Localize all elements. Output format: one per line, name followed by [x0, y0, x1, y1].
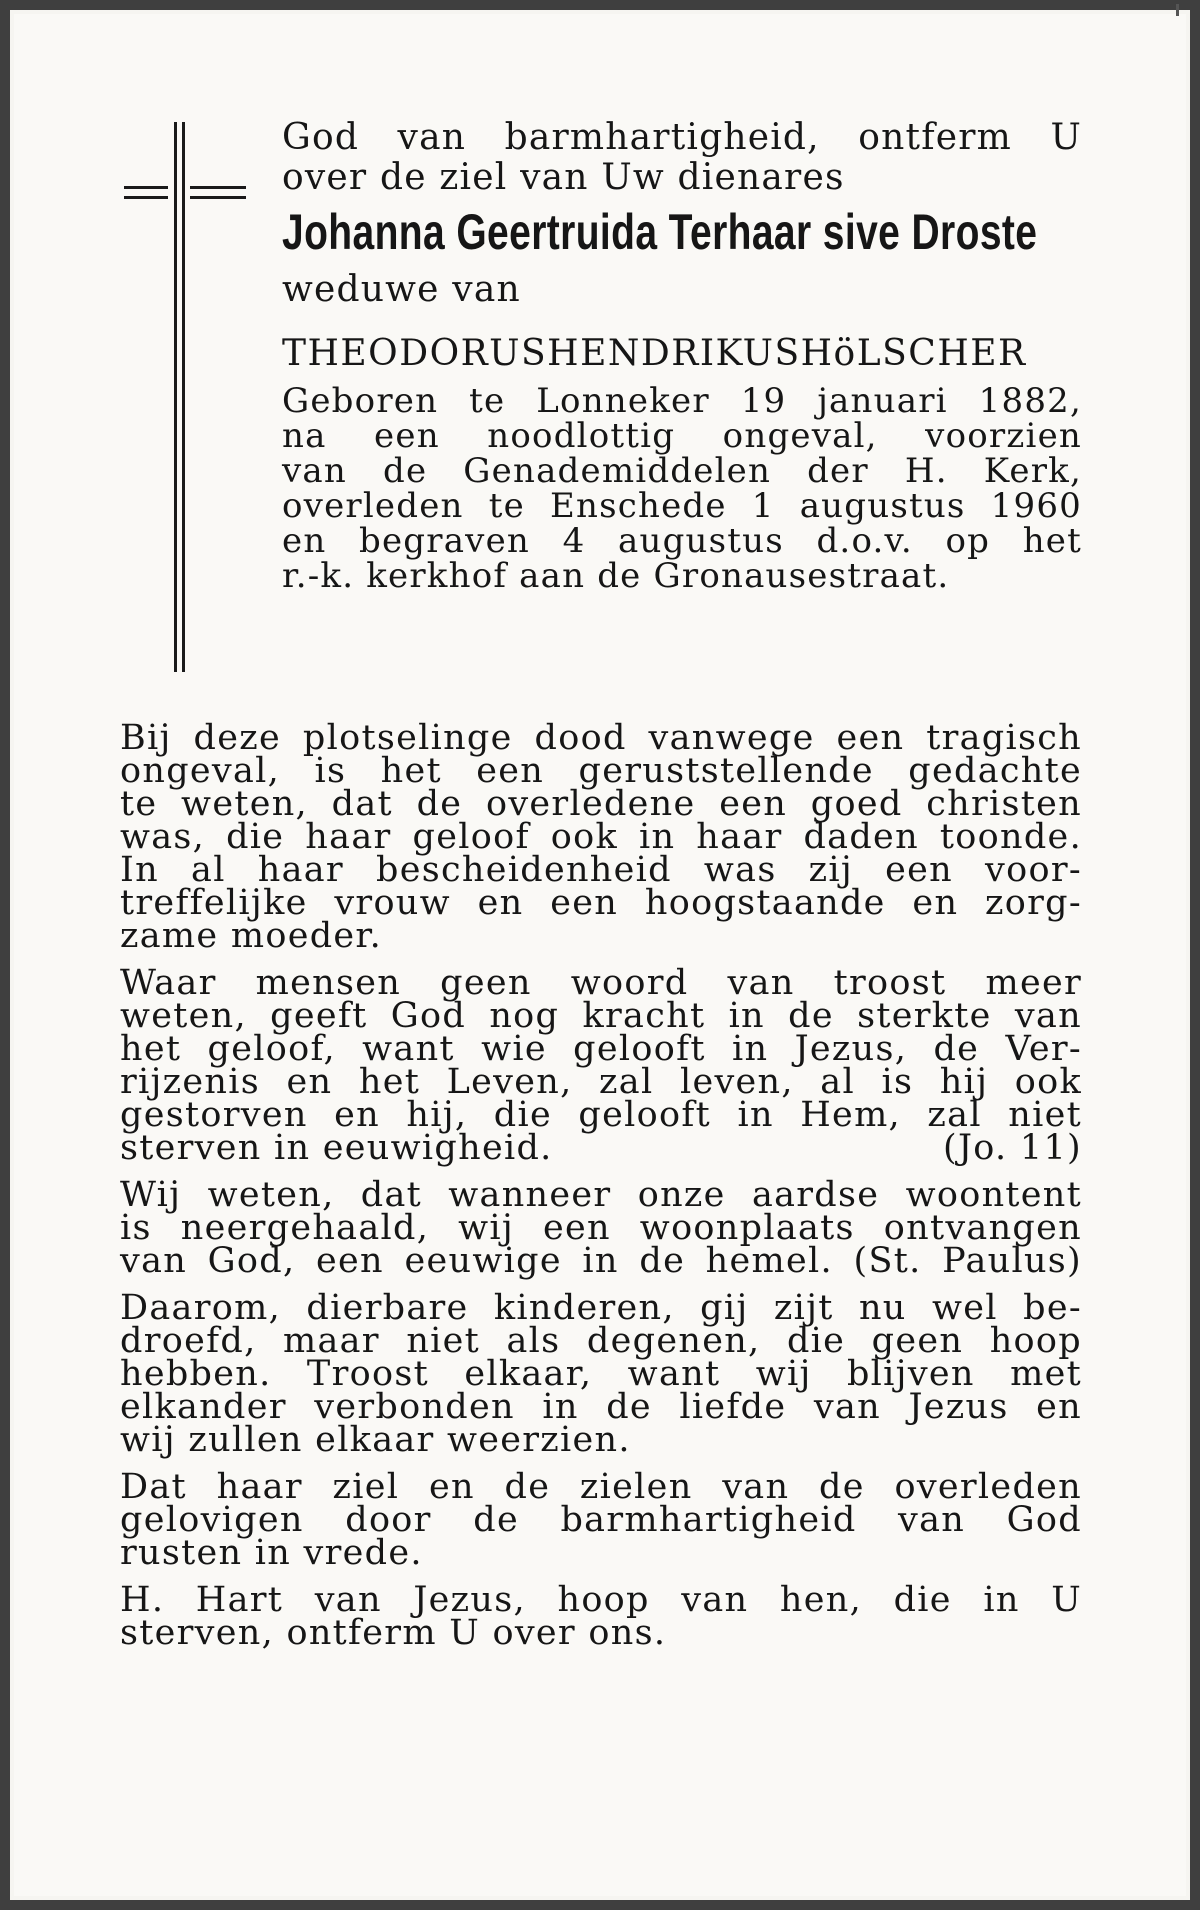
text-line: Waar mensen geen woord van troost meer [120, 963, 1082, 1003]
text-line: van God, een eeuwige in de hemel. (St. Paulus) [120, 1241, 1082, 1281]
text-line: weten, geeft God nog kracht in de sterkte van [120, 996, 1082, 1036]
text-line: Bij deze plotselinge dood vanwege een tragisch [120, 718, 1082, 758]
text-line: sterven, ontferm U over ons. [120, 1613, 667, 1653]
text-line: gestorven en hij, die gelooft in Hem, zal niet [120, 1095, 1082, 1135]
life-detail-line: Geboren te Lonneker 19 januari 1882, [282, 381, 1082, 421]
text-line: was, die haar geloof ook in haar daden toonde. [120, 817, 1082, 857]
deceased-name: Johanna Geertruida Terhaar sive Droste [282, 204, 1038, 260]
text-line: Dat haar ziel en de zielen van de overleden [120, 1467, 1082, 1507]
scripture-reference: (Jo. 11) [943, 1128, 1082, 1168]
text-line: zame moeder. [120, 916, 383, 956]
paragraph-rest [120, 1467, 1082, 1573]
paragraph-tribute [120, 718, 1082, 956]
text-line: het geloof, want wie gelooft in Jezus, de Ver- [120, 1029, 1082, 1069]
text-line: sterven in eeuwigheid. [120, 1128, 553, 1168]
paragraph-john [120, 963, 1082, 1168]
life-detail-line: overleden te Enschede 1 augustus 1960 [282, 486, 1082, 526]
text-line: treffelijke vrouw en een hoogstaande en zorg- [120, 883, 1082, 923]
text-line: rijzenis en het Leven, zal leven, al is hij ook [120, 1062, 1082, 1102]
life-detail-line: r.-k. kerkhof aan de Gronausestraat. [282, 556, 950, 596]
life-detail-line: van de Genademiddelen der H. Kerk, [282, 451, 1082, 491]
text-line: Wij weten, dat wanneer onze aardse woontent [120, 1175, 1082, 1215]
text-line: H. Hart van Jezus, hoop van hen, die in U [120, 1580, 1082, 1620]
text-line-with-reference [120, 1128, 1082, 1168]
invocation-line: over de ziel van Uw dienares [282, 157, 845, 198]
life-detail-line: na een noodlottig ongeval, voorzien [282, 416, 1082, 456]
life-details [282, 381, 1082, 596]
corner-mark [1176, 4, 1179, 16]
paragraph-sacred-heart [120, 1580, 1082, 1653]
invocation-line: God van barmhartigheid, ontferm U [282, 117, 1082, 158]
prayer-text [120, 718, 1082, 1664]
text-line: ongeval, is het een geruststellende gedachte [120, 751, 1082, 791]
widow-label: weduwe van [282, 269, 521, 310]
header-block [282, 118, 1082, 594]
text-line: Daarom, dierbare kinderen, gij zijt nu wel be- [120, 1288, 1082, 1328]
life-detail-line: en begraven 4 augustus d.o.v. op het [282, 521, 1082, 561]
husband-name: THEODORUSHENDRIKUSHöLSCHER [282, 333, 1027, 374]
text-line: te weten, dat de overledene een goed christen [120, 784, 1082, 824]
text-line: is neergehaald, wij een woonplaats ontvangen [120, 1208, 1082, 1248]
text-line: In al haar bescheidenheid was zij een voor- [120, 850, 1082, 890]
paragraph-children [120, 1288, 1082, 1460]
text-line: rusten in vrede. [120, 1533, 423, 1573]
text-line: wij zullen elkaar weerzien. [120, 1420, 631, 1460]
text-line: droefd, maar niet als degenen, die geen hoop [120, 1321, 1082, 1361]
text-line: gelovigen door de barmhartigheid van God [120, 1500, 1082, 1540]
paragraph-paulus [120, 1175, 1082, 1281]
text-line: elkander verbonden in de liefde van Jezus en [120, 1387, 1082, 1427]
text-line: hebben. Troost elkaar, want wij blijven met [120, 1354, 1082, 1394]
